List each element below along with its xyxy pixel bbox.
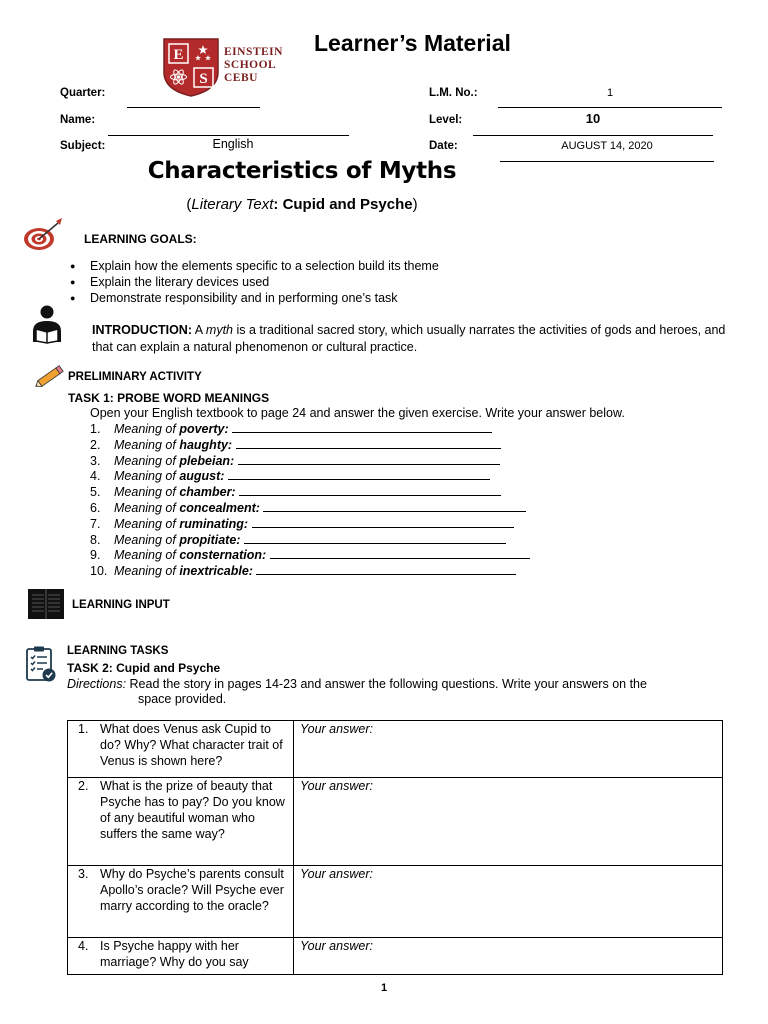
word-item (90, 533, 530, 549)
introduction-term: myth (205, 323, 233, 337)
subject-label: Subject: (60, 140, 106, 152)
question-num: 1. (78, 722, 89, 736)
date-value: AUGUST 14, 2020 (561, 140, 653, 152)
word-prefix: Meaning of (114, 500, 180, 515)
reader-icon (27, 304, 67, 344)
answer-label: Your answer: (300, 939, 373, 953)
answer-cell[interactable] (294, 938, 723, 975)
question-text: Why do Psyche’s parents consult Apollo’s oracle? Will Psyche ever marry according to the oracle? (100, 867, 284, 913)
page-number: 1 (380, 982, 388, 994)
question-cell (68, 866, 294, 938)
learning-goals-heading: LEARNING GOALS: (84, 232, 197, 246)
answer-blank[interactable] (270, 548, 530, 559)
target-icon (22, 217, 64, 253)
quarter-field[interactable] (127, 107, 260, 108)
answer-blank[interactable] (228, 469, 490, 480)
answer-blank[interactable] (232, 422, 492, 433)
introduction-text (92, 322, 732, 356)
introduction-body: is a traditional sacred story, which usually narrates the activities of gods and heroes, and that can explain a natural phenomenon or cultural practice. (92, 323, 726, 354)
subject-value: English (212, 137, 254, 151)
book-icon (27, 587, 65, 621)
word-num: 9. (90, 548, 101, 563)
goal-item: ● Demonstrate responsibility and in performing one’s task (70, 290, 439, 306)
word-item (90, 485, 530, 501)
word-item (90, 501, 530, 517)
school-name-line: SCHOOL (224, 59, 277, 71)
level-label: Level: (429, 114, 463, 126)
word-term: consternation: (179, 548, 267, 563)
answer-blank[interactable] (238, 454, 500, 465)
word-term: poverty: (179, 422, 229, 436)
word-item (90, 454, 530, 470)
word-num: 4. (90, 469, 101, 484)
word-term: inextricable: (179, 564, 253, 579)
word-num: 10. (90, 564, 108, 579)
word-prefix: Meaning of (114, 564, 180, 579)
date-label: Date: (429, 140, 458, 152)
task2-directions (67, 677, 647, 691)
name-label: Name: (60, 114, 96, 126)
question-cell (68, 721, 294, 778)
word-item (90, 422, 530, 438)
quarter-label: Quarter: (60, 87, 106, 99)
word-prefix: Meaning of (114, 422, 180, 436)
questions-table (67, 720, 723, 975)
word-term: ruminating: (179, 516, 249, 531)
document-type-title: Learner’s Material (314, 30, 511, 56)
preliminary-activity-heading: PRELIMINARY ACTIVITY (68, 371, 202, 383)
goal-item: ● Explain the literary devices used (70, 274, 439, 290)
word-item (90, 564, 530, 580)
subtitle-open: ( (186, 196, 192, 213)
word-term: plebeian: (179, 453, 235, 468)
word-num: 1. (90, 422, 101, 436)
school-logo (160, 36, 222, 98)
word-item (90, 438, 530, 454)
word-prefix: Meaning of (114, 548, 180, 563)
task2-title: TASK 2: Cupid and Psyche (67, 661, 221, 675)
task1-instruction: Open your English textbook to page 24 and answer the given exercise. Write your answer below. (90, 406, 625, 420)
question-cell (68, 938, 294, 975)
level-value: 10 (585, 111, 601, 126)
word-num: 3. (90, 453, 101, 468)
task2-directions-cont: space provided. (138, 692, 227, 706)
page-subtitle (0, 196, 604, 213)
word-num: 2. (90, 437, 101, 452)
answer-blank[interactable] (256, 564, 516, 575)
answer-label: Your answer: (300, 722, 373, 736)
word-term: propitiate: (179, 532, 241, 547)
level-field[interactable] (473, 135, 713, 136)
learning-tasks-heading: LEARNING TASKS (67, 645, 169, 657)
introduction-label: INTRODUCTION: (92, 323, 192, 337)
task1-title: TASK 1: PROBE WORD MEANINGS (68, 391, 270, 405)
question-text: What does Venus ask Cupid to do? Why? What character trait of Venus is shown here? (100, 722, 283, 768)
word-prefix: Meaning of (114, 485, 180, 500)
goal-item: ● Explain how the elements specific to a selection build its theme (70, 258, 439, 274)
lm-no-value: 1 (606, 87, 614, 99)
word-num: 8. (90, 532, 101, 547)
word-prefix: Meaning of (114, 469, 180, 484)
question-num: 4. (78, 939, 89, 953)
checklist-icon (24, 645, 58, 683)
word-term: haughty: (179, 437, 233, 452)
question-text: Is Psyche happy with her marriage? Why do you say (100, 939, 249, 969)
table-row (68, 866, 723, 938)
answer-cell[interactable] (294, 866, 723, 938)
word-prefix: Meaning of (114, 532, 180, 547)
school-name-line: EINSTEIN (224, 46, 283, 58)
word-item (90, 469, 530, 485)
word-term: august: (179, 469, 225, 484)
answer-blank[interactable] (252, 517, 514, 528)
word-prefix: Meaning of (114, 437, 180, 452)
directions-label: Directions: (67, 677, 127, 691)
subtitle-italic: Literary Text (191, 196, 274, 213)
answer-blank[interactable] (236, 438, 501, 449)
table-row (68, 721, 723, 778)
answer-cell[interactable] (294, 778, 723, 866)
answer-blank[interactable] (263, 501, 526, 512)
directions-text: Read the story in pages 14-23 and answer the following questions. Write your answers on the (126, 677, 647, 691)
word-prefix: Meaning of (114, 516, 180, 531)
answer-blank[interactable] (244, 533, 506, 544)
word-meanings-list (90, 422, 530, 580)
name-field[interactable] (108, 135, 349, 136)
subtitle-bold: Cupid and Psyche (282, 196, 413, 213)
subtitle-close: ) (412, 196, 418, 213)
answer-label: Your answer: (300, 867, 373, 881)
answer-blank[interactable] (239, 485, 501, 496)
word-item (90, 548, 530, 564)
lm-no-label: L.M. No.: (429, 87, 478, 99)
question-num: 2. (78, 779, 89, 793)
logo-letter-e: E (173, 47, 184, 63)
word-item (90, 517, 530, 533)
subtitle-sep: : (273, 196, 283, 213)
logo-letter-s: S (199, 71, 208, 87)
school-name (224, 46, 283, 85)
word-num: 7. (90, 516, 101, 531)
word-num: 6. (90, 500, 101, 515)
word-prefix: Meaning of (114, 453, 180, 468)
word-num: 5. (90, 485, 101, 500)
question-cell (68, 778, 294, 866)
answer-label: Your answer: (300, 779, 373, 793)
lm-no-field[interactable] (498, 107, 722, 108)
learning-input-heading: LEARNING INPUT (72, 599, 170, 611)
page-title: Characteristics of Myths (147, 158, 457, 184)
pencil-icon (33, 363, 67, 391)
table-row (68, 778, 723, 866)
table-row (68, 938, 723, 975)
learning-goals-list (70, 258, 439, 306)
answer-cell[interactable] (294, 721, 723, 778)
word-term: chamber: (179, 485, 236, 500)
school-name-line: CEBU (224, 72, 258, 84)
word-term: concealment: (179, 500, 260, 515)
question-num: 3. (78, 867, 89, 881)
introduction-pre: A (192, 323, 206, 337)
question-text: What is the prize of beauty that Psyche has to pay? Do you know of any beautiful woman who suffers the same way? (100, 779, 285, 841)
